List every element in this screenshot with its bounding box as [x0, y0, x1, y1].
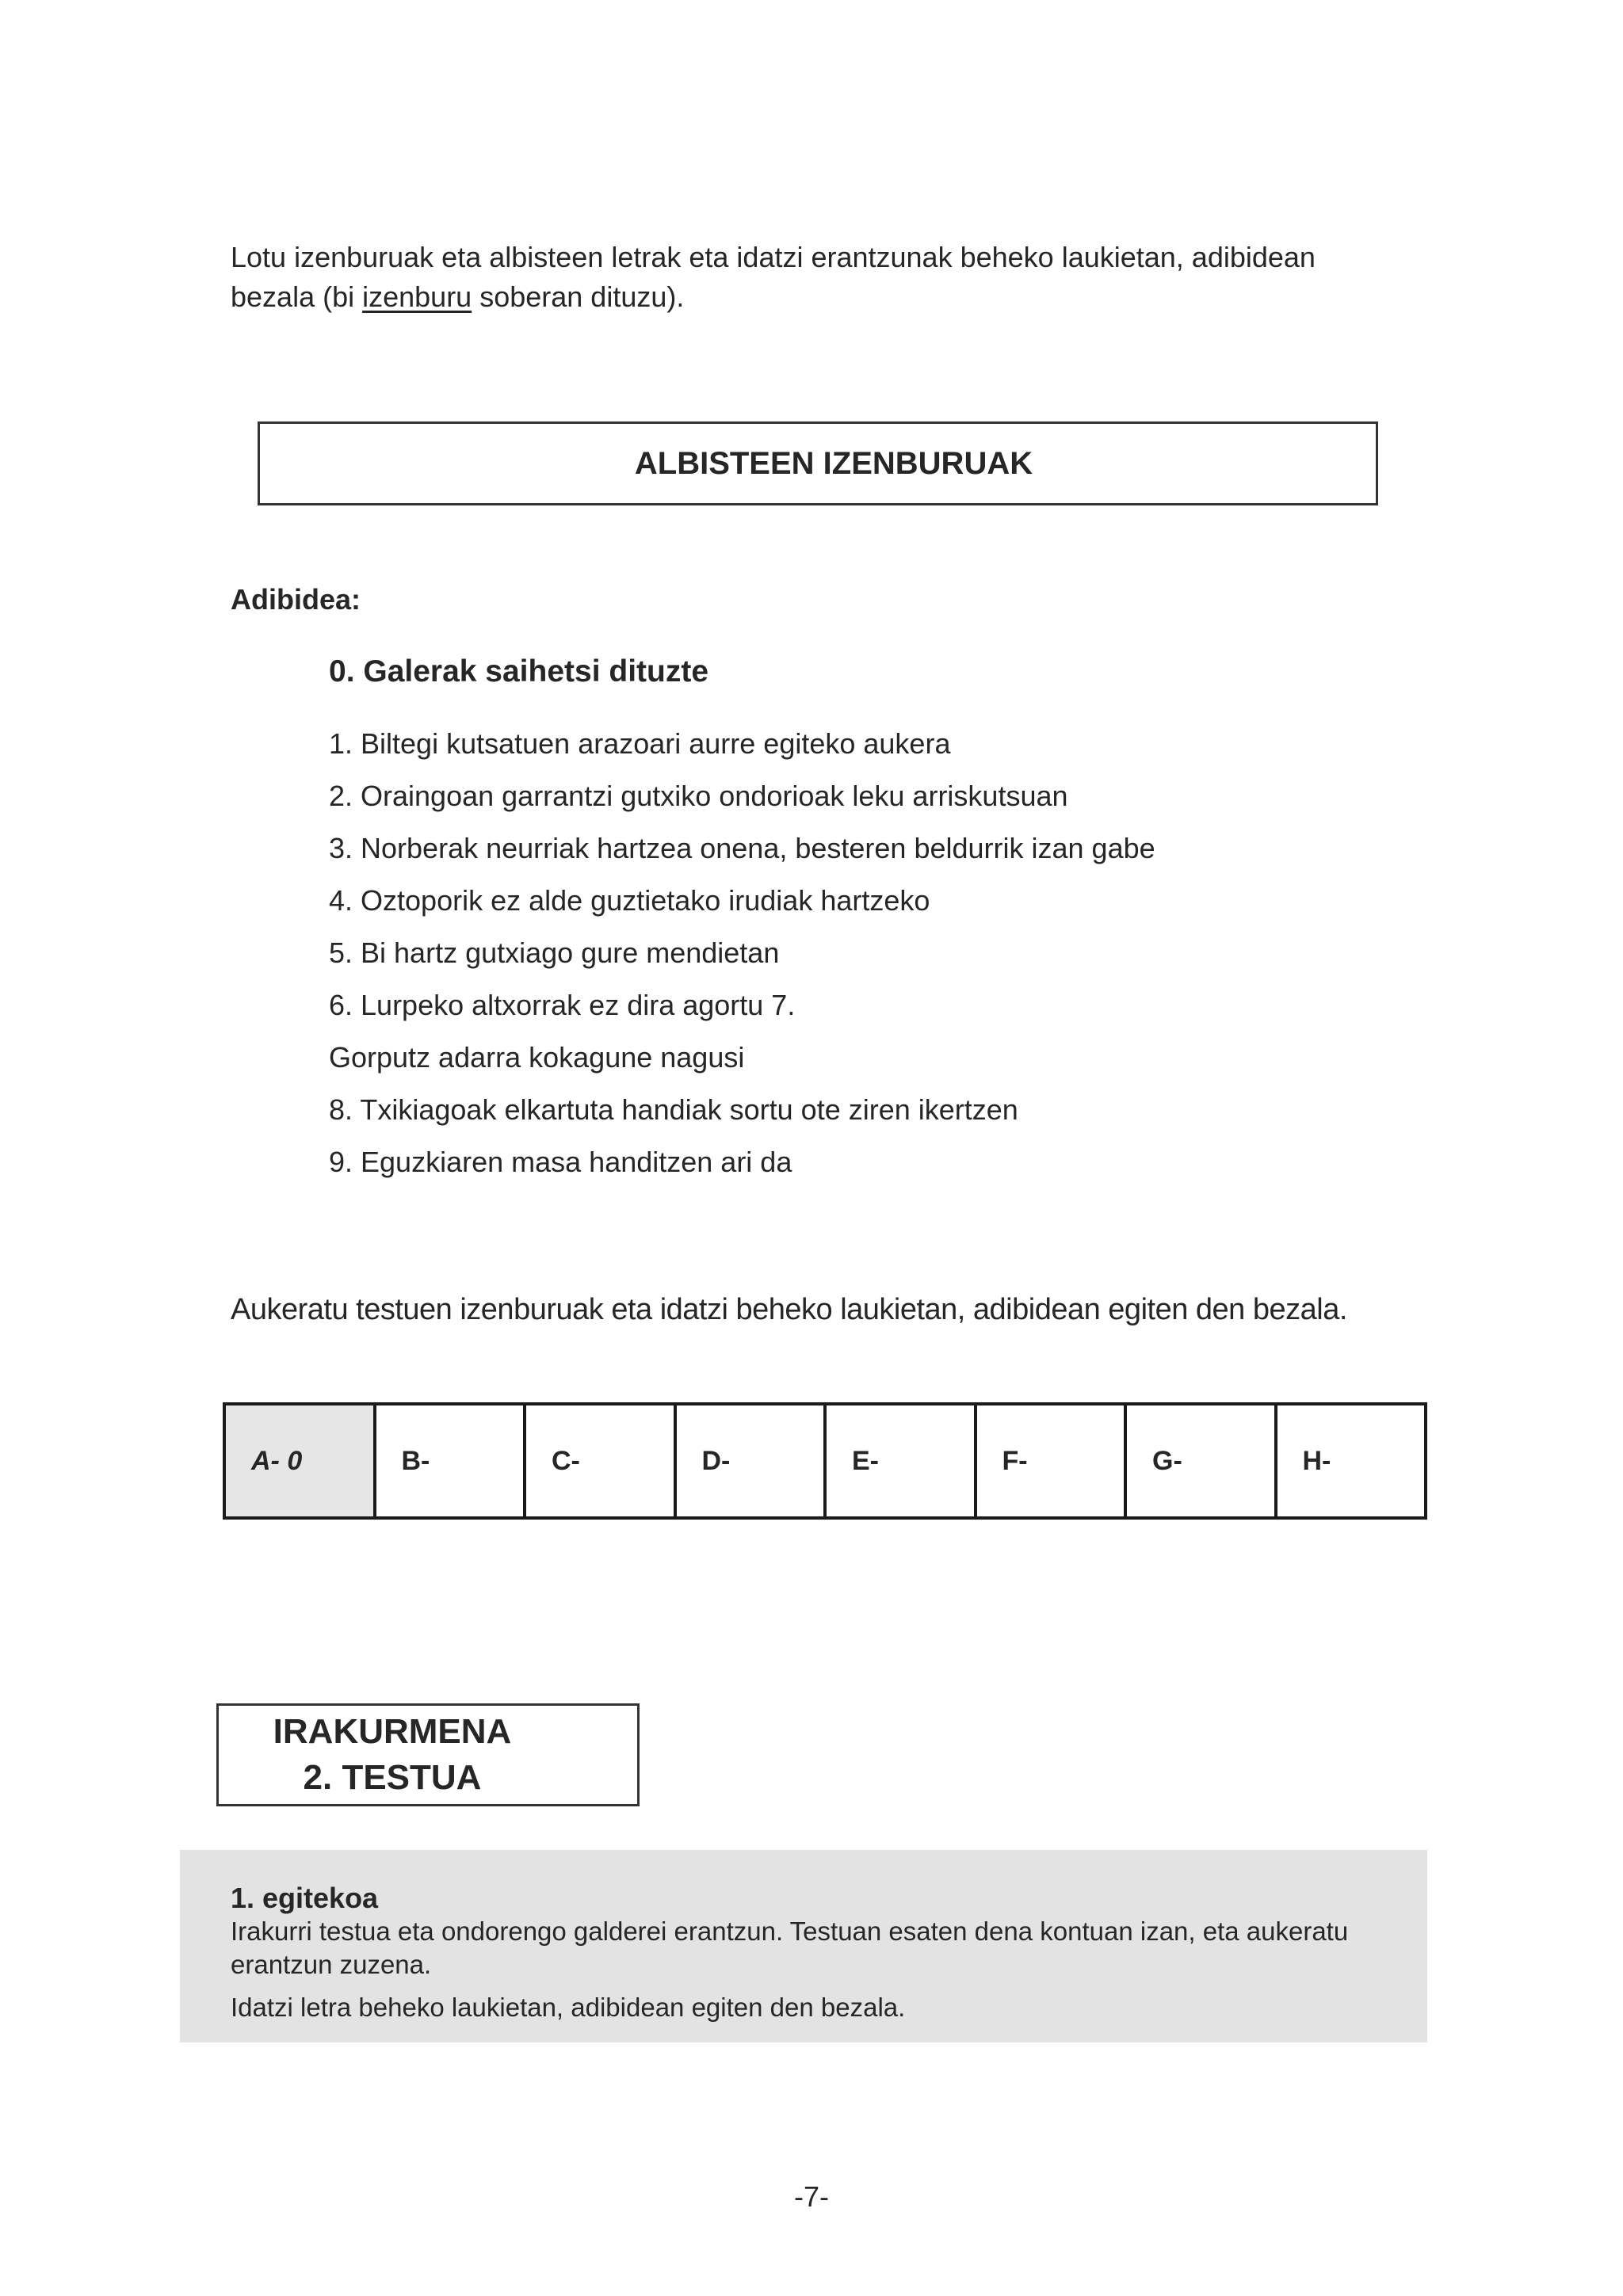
headline-item: 5. Bi hartz gutxiago gure mendietan — [329, 936, 780, 969]
answer-cell-b[interactable]: B- — [375, 1404, 525, 1518]
exercise-box — [180, 1850, 1427, 2042]
headline-list — [329, 724, 1155, 1195]
example-label: Adibidea: — [231, 583, 361, 616]
headline-item: 1. Biltegi kutsatuen arazoari aurre egiteko aukera — [329, 727, 951, 760]
headline-item: 4. Oztoporik ez alde guztietako irudiak hartzeko — [329, 884, 930, 917]
answer-cell-h[interactable]: H- — [1276, 1404, 1426, 1518]
section-title: ALBISTEEN IZENBURUAK — [634, 445, 1033, 481]
reading-section-title: IRAKURMENA — [273, 1712, 512, 1751]
headline-item: 9. Eguzkiaren masa handitzen ari da — [329, 1146, 792, 1178]
headline-item: 3. Norberak neurriak hartzea onena, besteren beldurrik izan gabe — [329, 832, 1155, 864]
intro-text-start: Lotu izenburuak eta albisteen letrak eta idatzi erantzunak beheko laukietan, adibidean bezala (bi — [231, 241, 1316, 313]
answer-cell-g[interactable]: G- — [1125, 1404, 1276, 1518]
answer-cell-c[interactable]: C- — [525, 1404, 675, 1518]
answer-cell-e[interactable]: E- — [825, 1404, 976, 1518]
headline-item: 6. Lurpeko altxorrak ez dira agortu 7. — [329, 989, 796, 1021]
reading-section-box — [216, 1703, 640, 1806]
section-title-box — [258, 421, 1378, 505]
answer-table — [223, 1402, 1427, 1520]
answer-instruction: Aukeratu testuen izenburuak eta idatzi beheko laukietan, adibidean egiten den bezala. — [231, 1293, 1347, 1326]
exercise-text: Irakurri testua eta ondorengo galderei erantzun. Testuan esaten dena kontuan izan, eta aukeratu erantzun zuzena. — [231, 1917, 1349, 1979]
headline-item: Gorputz adarra kokagune nagusi — [329, 1041, 745, 1074]
answer-cell-d[interactable]: D- — [675, 1404, 826, 1518]
headline-item: 2. Oraingoan garrantzi gutxiko ondorioak leku arriskutsuan — [329, 780, 1068, 812]
answer-cell-f[interactable]: F- — [976, 1404, 1126, 1518]
intro-underlined-word: izenburu — [362, 280, 472, 313]
exercise-heading: 1. egitekoa — [231, 1882, 379, 1914]
intro-instruction — [231, 238, 1396, 317]
headline-item: 8. Txikiagoak elkartuta handiak sortu ote ziren ikertzen — [329, 1093, 1018, 1126]
exercise-instruction: Idatzi letra beheko laukietan, adibidean egiten den bezala. — [231, 1993, 906, 2022]
intro-text-end: soberan dituzu). — [472, 280, 685, 313]
page-number: -7- — [794, 2180, 829, 2213]
answer-row — [224, 1404, 1426, 1518]
reading-section-subtitle: 2. TESTUA — [303, 1758, 482, 1797]
example-item: 0. Galerak saihetsi dituzte — [329, 654, 709, 688]
answer-cell-a: A- 0 — [224, 1404, 375, 1518]
